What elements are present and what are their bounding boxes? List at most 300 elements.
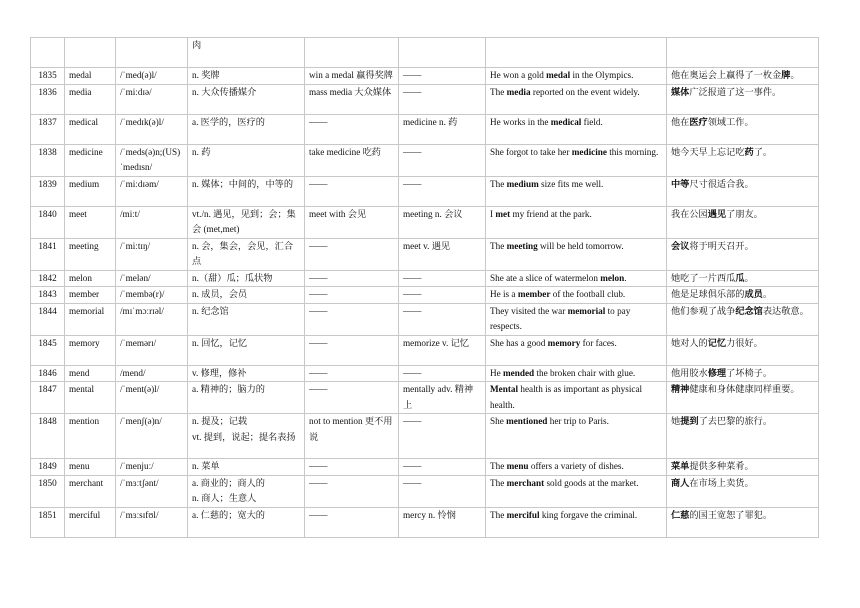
part-of-speech-meaning: n. 回忆，记忆 bbox=[192, 337, 248, 348]
english-example: The media reported on the event widely. bbox=[490, 86, 640, 97]
derivative: meeting n. 会议 bbox=[403, 208, 463, 219]
part-of-speech-meaning: n. 大众传播媒介 bbox=[192, 86, 257, 97]
phrase-cell bbox=[305, 303, 399, 335]
phonetic-cell bbox=[116, 475, 188, 507]
phonetic: /ˈmiːdɪəm/ bbox=[120, 178, 159, 189]
english-example: She mentioned her trip to Paris. bbox=[490, 416, 609, 426]
phonetic: /ˈmiːdɪə/ bbox=[120, 86, 152, 97]
entry-number: 1835 bbox=[38, 70, 57, 80]
phrase: —— bbox=[309, 337, 328, 348]
part-of-speech-meaning-cell bbox=[188, 176, 305, 206]
english-example: He won a gold medal in the Olympics. bbox=[490, 70, 634, 80]
phrase: not to mention 更不用说 bbox=[309, 416, 393, 442]
headword: meet bbox=[69, 208, 87, 219]
chinese-translation-cell bbox=[667, 507, 819, 537]
english-example-cell bbox=[486, 144, 667, 176]
chinese-translation: 他用胶水修理了坏椅子。 bbox=[671, 367, 773, 378]
phrase: mass media 大众媒体 bbox=[309, 86, 392, 97]
part-of-speech-meaning: 肉 bbox=[192, 40, 202, 50]
entry-number-cell bbox=[31, 84, 65, 114]
headword-cell bbox=[65, 114, 116, 144]
phrase-cell bbox=[305, 287, 399, 304]
chinese-translation-cell bbox=[667, 144, 819, 176]
phrase: win a medal 赢得奖牌 bbox=[309, 70, 393, 80]
derivative: meet v. 遇见 bbox=[403, 240, 451, 251]
chinese-translation-cell bbox=[667, 475, 819, 507]
headword: memorial bbox=[69, 305, 105, 316]
headword-cell bbox=[65, 84, 116, 114]
phonetic: /mend/ bbox=[120, 367, 146, 378]
phrase-cell bbox=[305, 238, 399, 270]
headword-cell bbox=[65, 303, 116, 335]
part-of-speech-meaning: vt./n. 遇见，见到；会；集会 (met,met) bbox=[192, 208, 296, 234]
part-of-speech-meaning-cell bbox=[188, 365, 305, 382]
part-of-speech-meaning: n.（甜）瓜；瓜状物 bbox=[192, 272, 273, 283]
table-row bbox=[31, 144, 819, 176]
headword-cell bbox=[65, 459, 116, 476]
derivative: —— bbox=[403, 461, 422, 471]
chinese-translation-cell bbox=[667, 84, 819, 114]
derivative-cell bbox=[399, 287, 486, 304]
derivative-cell bbox=[399, 335, 486, 365]
part-of-speech-meaning: v. 修理，修补 bbox=[192, 367, 247, 378]
derivative: —— bbox=[403, 289, 422, 299]
chinese-translation: 我在公园遇见了朋友。 bbox=[671, 208, 763, 219]
chinese-translation: 中等尺寸很适合我。 bbox=[671, 178, 754, 189]
entry-number-cell bbox=[31, 238, 65, 270]
english-example: She has a good memory for faces. bbox=[490, 337, 617, 348]
entry-number-cell bbox=[31, 459, 65, 476]
part-of-speech-meaning: a. 仁慈的；宽大的 bbox=[192, 509, 265, 520]
part-of-speech-meaning-cell bbox=[188, 38, 305, 68]
chinese-translation-cell bbox=[667, 238, 819, 270]
phonetic: /ˈmedɪk(ə)l/ bbox=[120, 116, 164, 127]
part-of-speech-meaning-cell bbox=[188, 382, 305, 414]
part-of-speech-meaning: n. 纪念馆 bbox=[192, 305, 229, 316]
english-example-cell bbox=[486, 365, 667, 382]
part-of-speech-meaning: a. 商业的；商人的 n. 商人；生意人 bbox=[192, 477, 265, 503]
headword-cell bbox=[65, 287, 116, 304]
derivative: medicine n. 药 bbox=[403, 116, 458, 127]
phrase-cell bbox=[305, 382, 399, 414]
chinese-translation-cell bbox=[667, 287, 819, 304]
entry-number-cell bbox=[31, 335, 65, 365]
chinese-translation: 他是足球俱乐部的成员。 bbox=[671, 289, 773, 299]
derivative-cell bbox=[399, 68, 486, 85]
entry-number-cell bbox=[31, 206, 65, 238]
part-of-speech-meaning: a. 医学的，医疗的 bbox=[192, 116, 265, 127]
table-row bbox=[31, 382, 819, 414]
headword-cell bbox=[65, 507, 116, 537]
headword: medicine bbox=[69, 146, 103, 157]
phonetic-cell bbox=[116, 84, 188, 114]
entry-number: 1846 bbox=[38, 367, 57, 378]
derivative: —— bbox=[403, 178, 422, 189]
entry-number: 1842 bbox=[38, 272, 57, 283]
phrase-cell bbox=[305, 68, 399, 85]
part-of-speech-meaning-cell bbox=[188, 414, 305, 459]
english-example: Mental health is as important as physical health. bbox=[490, 384, 643, 410]
headword: medal bbox=[69, 70, 92, 80]
headword-cell bbox=[65, 335, 116, 365]
table-row bbox=[31, 114, 819, 144]
chinese-translation: 她对人的记忆力很好。 bbox=[671, 337, 763, 348]
part-of-speech-meaning-cell bbox=[188, 507, 305, 537]
part-of-speech-meaning: n. 会，集会，会见，汇合点 bbox=[192, 240, 294, 266]
english-example-cell bbox=[486, 459, 667, 476]
english-example-cell bbox=[486, 287, 667, 304]
entry-number: 1845 bbox=[38, 337, 57, 348]
entry-number: 1839 bbox=[38, 178, 57, 189]
phonetic: /miːt/ bbox=[120, 208, 140, 219]
phonetic: /ˈment(ə)l/ bbox=[120, 384, 160, 394]
entry-number-cell bbox=[31, 114, 65, 144]
phrase-cell bbox=[305, 475, 399, 507]
chinese-translation-cell bbox=[667, 38, 819, 68]
english-example: The merchant sold goods at the market. bbox=[490, 477, 639, 488]
part-of-speech-meaning-cell bbox=[188, 144, 305, 176]
chinese-translation: 精神健康和身体健康同样重要。 bbox=[671, 384, 800, 394]
phrase: —— bbox=[309, 477, 328, 488]
phrase: —— bbox=[309, 240, 328, 251]
phrase-cell bbox=[305, 176, 399, 206]
table-row bbox=[31, 507, 819, 537]
headword: mention bbox=[69, 416, 100, 426]
part-of-speech-meaning: n. 成员，会员 bbox=[192, 289, 248, 299]
part-of-speech-meaning-cell bbox=[188, 114, 305, 144]
english-example: She ate a slice of watermelon melon. bbox=[490, 272, 627, 283]
headword-cell bbox=[65, 365, 116, 382]
phrase: —— bbox=[309, 272, 328, 283]
entry-number-cell bbox=[31, 303, 65, 335]
phonetic: /ˈmed(ə)l/ bbox=[120, 70, 157, 80]
headword: meeting bbox=[69, 240, 99, 251]
table-row bbox=[31, 365, 819, 382]
english-example-cell bbox=[486, 270, 667, 287]
english-example: She forgot to take her medicine this morning. bbox=[490, 146, 659, 157]
phonetic: /ˈmɜːsɪfʊl/ bbox=[120, 509, 159, 520]
english-example-cell bbox=[486, 206, 667, 238]
phrase-cell bbox=[305, 335, 399, 365]
headword: member bbox=[69, 289, 100, 299]
headword-cell bbox=[65, 414, 116, 459]
phonetic-cell bbox=[116, 238, 188, 270]
phrase-cell bbox=[305, 414, 399, 459]
part-of-speech-meaning: n. 提及；记载 vt. 提到，说起；提名表扬 bbox=[192, 416, 296, 442]
english-example-cell bbox=[486, 114, 667, 144]
derivative: memorize v. 记忆 bbox=[403, 337, 469, 348]
english-example: He mended the broken chair with glue. bbox=[490, 367, 636, 378]
derivative: mercy n. 怜悯 bbox=[403, 509, 456, 520]
table-row bbox=[31, 335, 819, 365]
entry-number: 1841 bbox=[38, 240, 57, 251]
phrase-cell bbox=[305, 206, 399, 238]
phrase: take medicine 吃药 bbox=[309, 146, 381, 157]
table-row bbox=[31, 68, 819, 85]
entry-number: 1836 bbox=[38, 86, 57, 97]
phonetic: /ˈmenjuː/ bbox=[120, 461, 154, 471]
table-row bbox=[31, 84, 819, 114]
derivative: —— bbox=[403, 367, 422, 378]
phonetic-cell bbox=[116, 68, 188, 85]
derivative-cell bbox=[399, 270, 486, 287]
english-example: The meeting will be held tomorrow. bbox=[490, 240, 624, 251]
english-example: The merciful king forgave the criminal. bbox=[490, 509, 638, 520]
phonetic-cell bbox=[116, 365, 188, 382]
entry-number: 1851 bbox=[38, 509, 57, 520]
part-of-speech-meaning-cell bbox=[188, 287, 305, 304]
derivative-cell bbox=[399, 206, 486, 238]
chinese-translation-cell bbox=[667, 303, 819, 335]
chinese-translation-cell bbox=[667, 114, 819, 144]
headword-cell bbox=[65, 475, 116, 507]
headword-cell bbox=[65, 270, 116, 287]
english-example-cell bbox=[486, 84, 667, 114]
phonetic: /ˈmiːtɪŋ/ bbox=[120, 240, 151, 251]
headword: merchant bbox=[69, 477, 104, 488]
english-example-cell bbox=[486, 303, 667, 335]
phrase-cell bbox=[305, 270, 399, 287]
headword-cell bbox=[65, 176, 116, 206]
derivative-cell bbox=[399, 114, 486, 144]
entry-number-cell bbox=[31, 68, 65, 85]
english-example-cell bbox=[486, 176, 667, 206]
phrase: meet with 会见 bbox=[309, 208, 367, 219]
phonetic-cell bbox=[116, 206, 188, 238]
entry-number: 1847 bbox=[38, 384, 57, 394]
english-example: The menu offers a variety of dishes. bbox=[490, 461, 624, 471]
phonetic: /ˈmeds(ə)n;(US)ˈmedɪsn/ bbox=[120, 146, 181, 172]
table-row bbox=[31, 176, 819, 206]
english-example: They visited the war memorial to pay respects. bbox=[490, 305, 631, 331]
entry-number: 1844 bbox=[38, 305, 57, 316]
phrase: —— bbox=[309, 305, 328, 316]
entry-number-cell bbox=[31, 382, 65, 414]
entry-number: 1837 bbox=[38, 116, 57, 127]
phrase-cell bbox=[305, 144, 399, 176]
chinese-translation-cell bbox=[667, 365, 819, 382]
chinese-translation: 她吃了一片西瓜瓜。 bbox=[671, 272, 754, 283]
chinese-translation-cell bbox=[667, 335, 819, 365]
phonetic-cell bbox=[116, 459, 188, 476]
phonetic-cell bbox=[116, 144, 188, 176]
part-of-speech-meaning: n. 媒体；中间的，中等的 bbox=[192, 178, 294, 189]
derivative: mentally adv. 精神上 bbox=[403, 384, 474, 410]
chinese-translation-cell bbox=[667, 68, 819, 85]
phrase: —— bbox=[309, 461, 328, 471]
entry-number-cell bbox=[31, 365, 65, 382]
entry-number-cell bbox=[31, 144, 65, 176]
derivative: —— bbox=[403, 146, 422, 157]
chinese-translation-cell bbox=[667, 270, 819, 287]
part-of-speech-meaning-cell bbox=[188, 270, 305, 287]
vocabulary-table bbox=[30, 37, 819, 538]
headword: memory bbox=[69, 337, 100, 348]
phonetic: /ˈmenʃ(ə)n/ bbox=[120, 416, 162, 426]
table-row bbox=[31, 270, 819, 287]
derivative-cell bbox=[399, 414, 486, 459]
table-row bbox=[31, 38, 819, 68]
phrase-cell bbox=[305, 459, 399, 476]
phrase: —— bbox=[309, 384, 328, 394]
phonetic-cell bbox=[116, 176, 188, 206]
derivative-cell bbox=[399, 38, 486, 68]
derivative-cell bbox=[399, 507, 486, 537]
phrase-cell bbox=[305, 365, 399, 382]
derivative: —— bbox=[403, 86, 422, 97]
chinese-translation: 他们参观了战争纪念馆表达敬意。 bbox=[671, 305, 809, 316]
derivative-cell bbox=[399, 303, 486, 335]
phrase: —— bbox=[309, 367, 328, 378]
entry-number: 1838 bbox=[38, 146, 57, 157]
chinese-translation: 菜单提供多种菜肴。 bbox=[671, 461, 754, 471]
headword-cell bbox=[65, 206, 116, 238]
phonetic-cell bbox=[116, 414, 188, 459]
derivative: —— bbox=[403, 70, 422, 80]
phrase: —— bbox=[309, 509, 328, 520]
chinese-translation: 会议将于明天召开。 bbox=[671, 240, 754, 251]
english-example-cell bbox=[486, 335, 667, 365]
headword: medium bbox=[69, 178, 100, 189]
headword: menu bbox=[69, 461, 90, 471]
phonetic-cell bbox=[116, 507, 188, 537]
chinese-translation: 商人在市场上卖货。 bbox=[671, 477, 754, 488]
english-example-cell bbox=[486, 38, 667, 68]
chinese-translation: 仁慈的国王宽恕了罪犯。 bbox=[671, 509, 773, 520]
phrase: —— bbox=[309, 178, 328, 189]
derivative-cell bbox=[399, 176, 486, 206]
table-row bbox=[31, 238, 819, 270]
entry-number-cell bbox=[31, 507, 65, 537]
phonetic-cell bbox=[116, 38, 188, 68]
english-example: I met my friend at the park. bbox=[490, 208, 592, 219]
headword-cell bbox=[65, 382, 116, 414]
derivative: —— bbox=[403, 272, 422, 283]
phonetic: /ˈmembə(r)/ bbox=[120, 289, 165, 299]
part-of-speech-meaning: n. 菜单 bbox=[192, 461, 220, 471]
part-of-speech-meaning-cell bbox=[188, 335, 305, 365]
part-of-speech-meaning-cell bbox=[188, 459, 305, 476]
entry-number-cell bbox=[31, 270, 65, 287]
part-of-speech-meaning: n. 奖牌 bbox=[192, 70, 220, 80]
headword-cell bbox=[65, 238, 116, 270]
headword-cell bbox=[65, 144, 116, 176]
entry-number-cell bbox=[31, 475, 65, 507]
chinese-translation-cell bbox=[667, 459, 819, 476]
part-of-speech-meaning: n. 药 bbox=[192, 146, 211, 157]
chinese-translation-cell bbox=[667, 206, 819, 238]
phrase-cell bbox=[305, 84, 399, 114]
vocabulary-table-body bbox=[31, 38, 819, 538]
english-example: He works in the medical field. bbox=[490, 116, 603, 127]
phonetic: /ˈmemərɪ/ bbox=[120, 337, 157, 348]
phrase-cell bbox=[305, 114, 399, 144]
table-row bbox=[31, 206, 819, 238]
headword: medical bbox=[69, 116, 99, 127]
part-of-speech-meaning-cell bbox=[188, 206, 305, 238]
derivative-cell bbox=[399, 238, 486, 270]
derivative: —— bbox=[403, 416, 422, 426]
phonetic-cell bbox=[116, 335, 188, 365]
phonetic-cell bbox=[116, 303, 188, 335]
part-of-speech-meaning-cell bbox=[188, 68, 305, 85]
headword: mend bbox=[69, 367, 90, 378]
headword: media bbox=[69, 86, 92, 97]
part-of-speech-meaning-cell bbox=[188, 475, 305, 507]
phonetic: /mɪˈmɔːrɪəl/ bbox=[120, 305, 164, 316]
phonetic-cell bbox=[116, 382, 188, 414]
entry-number-cell bbox=[31, 38, 65, 68]
headword: melon bbox=[69, 272, 92, 283]
table-row bbox=[31, 414, 819, 459]
table-row bbox=[31, 459, 819, 476]
english-example-cell bbox=[486, 414, 667, 459]
derivative-cell bbox=[399, 382, 486, 414]
derivative-cell bbox=[399, 475, 486, 507]
table-row bbox=[31, 303, 819, 335]
chinese-translation-cell bbox=[667, 382, 819, 414]
entry-number-cell bbox=[31, 287, 65, 304]
chinese-translation: 她今天早上忘记吃药了。 bbox=[671, 146, 773, 157]
chinese-translation-cell bbox=[667, 176, 819, 206]
part-of-speech-meaning-cell bbox=[188, 303, 305, 335]
english-example: The medium size fits me well. bbox=[490, 178, 604, 189]
headword: mental bbox=[69, 384, 95, 394]
phrase-cell bbox=[305, 38, 399, 68]
entry-number-cell bbox=[31, 414, 65, 459]
phonetic-cell bbox=[116, 287, 188, 304]
chinese-translation: 媒体广泛报道了这一事件。 bbox=[671, 86, 782, 97]
derivative-cell bbox=[399, 84, 486, 114]
english-example: He is a member of the football club. bbox=[490, 289, 626, 299]
entry-number: 1843 bbox=[38, 289, 57, 299]
entry-number: 1849 bbox=[38, 461, 57, 471]
derivative-cell bbox=[399, 144, 486, 176]
part-of-speech-meaning-cell bbox=[188, 84, 305, 114]
phrase: —— bbox=[309, 289, 328, 299]
part-of-speech-meaning-cell bbox=[188, 238, 305, 270]
derivative: —— bbox=[403, 305, 422, 316]
phrase: —— bbox=[309, 116, 328, 127]
headword-cell bbox=[65, 68, 116, 85]
english-example-cell bbox=[486, 475, 667, 507]
chinese-translation-cell bbox=[667, 414, 819, 459]
phrase-cell bbox=[305, 507, 399, 537]
table-row bbox=[31, 287, 819, 304]
entry-number: 1840 bbox=[38, 208, 57, 219]
phonetic-cell bbox=[116, 270, 188, 287]
english-example-cell bbox=[486, 382, 667, 414]
phonetic-cell bbox=[116, 114, 188, 144]
entry-number: 1848 bbox=[38, 416, 57, 426]
headword: merciful bbox=[69, 509, 101, 520]
entry-number: 1850 bbox=[38, 477, 57, 488]
english-example-cell bbox=[486, 238, 667, 270]
english-example-cell bbox=[486, 507, 667, 537]
derivative: —— bbox=[403, 477, 422, 488]
derivative-cell bbox=[399, 459, 486, 476]
table-row bbox=[31, 475, 819, 507]
english-example-cell bbox=[486, 68, 667, 85]
phonetic: /ˈmɜːtʃənt/ bbox=[120, 477, 159, 488]
entry-number-cell bbox=[31, 176, 65, 206]
chinese-translation: 她提到了去巴黎的旅行。 bbox=[671, 416, 773, 426]
phonetic: /ˈmelən/ bbox=[120, 272, 151, 283]
headword-cell bbox=[65, 38, 116, 68]
chinese-translation: 他在奥运会上赢得了一枚金牌。 bbox=[671, 70, 800, 80]
part-of-speech-meaning: a. 精神的；脑力的 bbox=[192, 384, 265, 394]
derivative-cell bbox=[399, 365, 486, 382]
